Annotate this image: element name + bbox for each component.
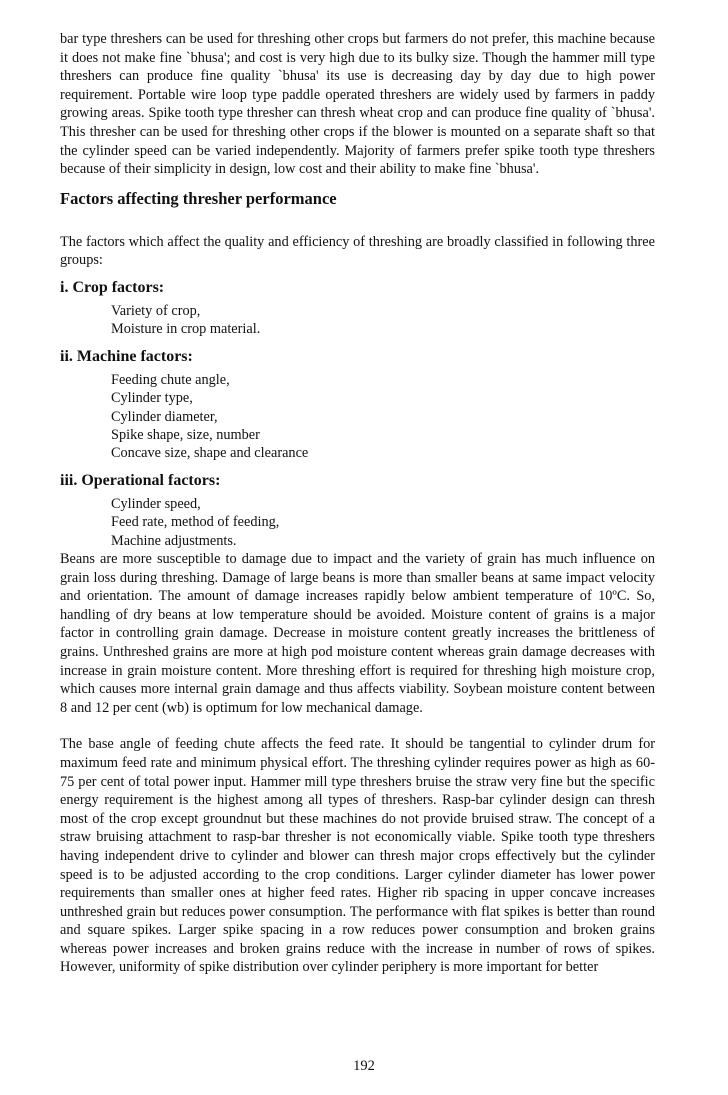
list-item: Feeding chute angle, [111,371,230,388]
operational-factors-section [60,471,655,550]
list-item: Spike shape, size, number [111,426,260,443]
page-number: 192 [353,1058,375,1074]
list-item: Cylinder diameter, [111,408,218,425]
machine-factors-list [111,371,655,463]
list-item: Cylinder type, [111,390,193,407]
list-item: Variety of crop, [111,302,201,319]
page-body [60,30,655,977]
machine-factors-section [60,347,655,463]
spacer [60,209,655,233]
crop-factors-section [60,278,655,339]
list-item: Concave size, shape and clearance [111,445,309,462]
crop-factors-heading: i. Crop factors: [60,278,165,296]
operational-factors-list [111,495,655,550]
list-item: Cylinder speed, [111,495,201,512]
crop-factors-list [111,302,655,339]
beans-paragraph: Beans are more susceptible to damage due to impact and the variety of grain has much influence on grain loss during threshing. Damage of large beans is more than smaller beans at same impact velocity and orientation. The amount of damage increases rapidly below ambient temperature of 10ºC. So, handling of dry beans at low temperature should be avoided. Moisture content of grains is a major factor in controlling grain damage. Decrease in moisture content greatly increases the brittleness of grains. Unthreshed grains are more at high pod moisture content whereas grain damage decreases with increase in grain moisture content. More threshing effort is required for threshing high moisture crop, which causes more internal grain damage and thus affects viability. Soybean moisture content between 8 and 12 per cent (wb) is optimum for low mechanical damage. [60,551,655,716]
intro-paragraph: bar type threshers can be used for threshing other crops but farmers do not prefer, this machine because it does not make fine `bhusa'; and cost is very high due to its bulky size. Though the hammer mill type threshers can produce fine quality `bhusa' its use is decreasing day by day due to high power requirement. Portable wire loop type paddle operated threshers are widely used by farmers in paddy growing areas. Spike tooth type thresher can thresh wheat crop and can produce fine quality of `bhusa'. This thresher can be used for threshing other crops if the blower is mounted on a separate shaft so that the cylinder speed can be varied independently. Majority of farmers prefer spike tooth type threshers because of their simplicity in design, low cost and their ability to make fine `bhusa'. [60,31,655,178]
feeding-chute-paragraph: The base angle of feeding chute affects the feed rate. It should be tangential to cylinder drum for maximum feed rate and minimum physical effort. The threshing cylinder requires power as high as 60-75 per cent of total power input. Hammer mill type threshers bruise the straw very fine but the specific energy requirement is the highest among all types of threshers. Rasp-bar cylinder design can thresh most of the crop except groundnut but these machines do not provide bruised straw. The concept of a straw bruising attachment to rasp-bar thresher is not economically viable. Spike tooth type threshers having independent drive to cylinder and blower can thresh major crops effectively but the cylinder speed is to be adjusted according to the crop conditions. Larger cylinder diameter has lower power requirements than smaller ones at higher feed rates. Higher rib spacing in upper concave increases unthreshed grain but reduces power consumption. The performance with flat spikes is better than round and square spikes. Larger spike spacing in a row reduces power consumption and broken grains whereas power increases and broken grains reduce with the increase in number of rows of spikes. However, uniformity of spike distribution over cylinder periphery is more important for better [60,736,655,976]
operational-factors-heading: iii. Operational factors: [60,471,221,489]
list-item: Machine adjustments. [111,532,237,549]
list-item: Feed rate, method of feeding, [111,514,280,531]
list-item: Moisture in crop material. [111,321,261,338]
section-heading: Factors affecting thresher performance [60,188,337,208]
factors-intro-paragraph: The factors which affect the quality and efficiency of threshing are broadly classified in following three groups: [60,233,655,269]
machine-factors-heading: ii. Machine factors: [60,347,193,365]
